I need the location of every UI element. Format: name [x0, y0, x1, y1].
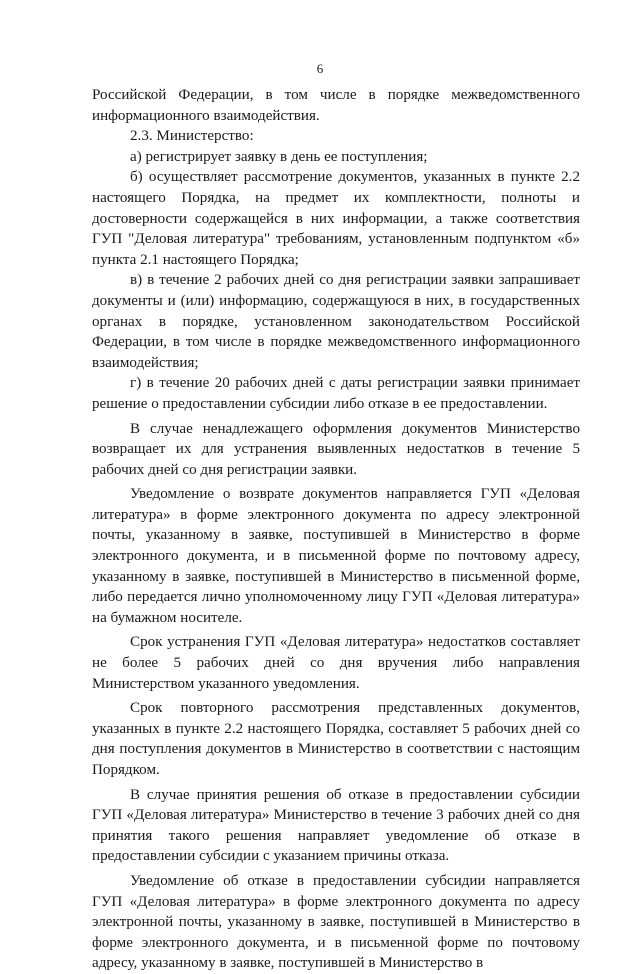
document-body	[92, 85, 580, 974]
paragraph-improper-documents: В случае ненадлежащего оформления документов Министерство возвращает их для устранения выявленных недостатков в течение 5 рабочих дней со дня регистрации заявки.	[92, 420, 580, 478]
paragraph-repeat-review: Срок повторного рассмотрения представленных документов, указанных в пункте 2.2 настоящего Порядка, составляет 5 рабочих дней со дня поступления документов в Министерство в соответствии с настоящим Порядком.	[92, 700, 580, 778]
paragraph-refusal-decision: В случае принятия решения об отказе в предоставлении субсидии ГУП «Деловая литература» Министерство в течение 3 рабочих дней со дня принятия такого решения направляет уведомление об отказе в предоставлении субсидии с указанием причины отказа.	[92, 786, 580, 865]
clause-g: г) в течение 20 рабочих дней с даты регистрации заявки принимает решение о предоставлении субсидии либо отказе в ее предоставлении.	[92, 375, 580, 412]
clause-2-3-heading: 2.3. Министерство:	[130, 128, 254, 145]
clause-a: а) регистрирует заявку в день ее поступления;	[130, 148, 428, 165]
paragraph-return-notice: Уведомление о возврате документов направляется ГУП «Деловая литература» в форме электронного документа по адресу электронной почты, указанному в заявке, поступившей в Министерство в форме электронного документа, и в письменной форме по почтовому адресу, указанному в заявке, поступившей в Министерство в письменной форме, либо передается лично уполномоченному лицу ГУП «Деловая литература» на бумажном носителе.	[92, 486, 580, 626]
clause-v: в) в течение 2 рабочих дней со дня регистрации заявки запрашивает документы и (или) информацию, содержащуюся в них, в государственных органах в порядке, установленном законодательством Российской Федерации, в том числе в порядке межведомственного информационного взаимодействия;	[92, 272, 580, 371]
paragraph-refusal-notice: Уведомление об отказе в предоставлении субсидии направляется ГУП «Деловая литература» в форме электронного документа по адресу электронной почты, указанному в заявке, поступившей в Министерство в форме электронного документа, и в письменной форме по почтовому адресу, указанному в заявке, поступившей в Министерство в	[92, 872, 580, 972]
clause-b: б) осуществляет рассмотрение документов, указанных в пункте 2.2 настоящего Порядка, на предмет их комплектности, полноты и достоверности содержащейся в них информации, а также соответствия ГУП "Деловая литература" требованиям, установленным подпунктом «б» пункта 2.1 настоящего Порядка;	[92, 169, 580, 268]
paragraph-continuation: Российской Федерации, в том числе в порядке межведомственного информационного взаимодействия.	[92, 87, 580, 124]
page-number: 6	[316, 61, 324, 76]
paragraph-correction-period: Срок устранения ГУП «Деловая литература» недостатков составляет не более 5 рабочих дней со дня вручения либо направления Министерством указанного уведомления.	[92, 634, 580, 692]
